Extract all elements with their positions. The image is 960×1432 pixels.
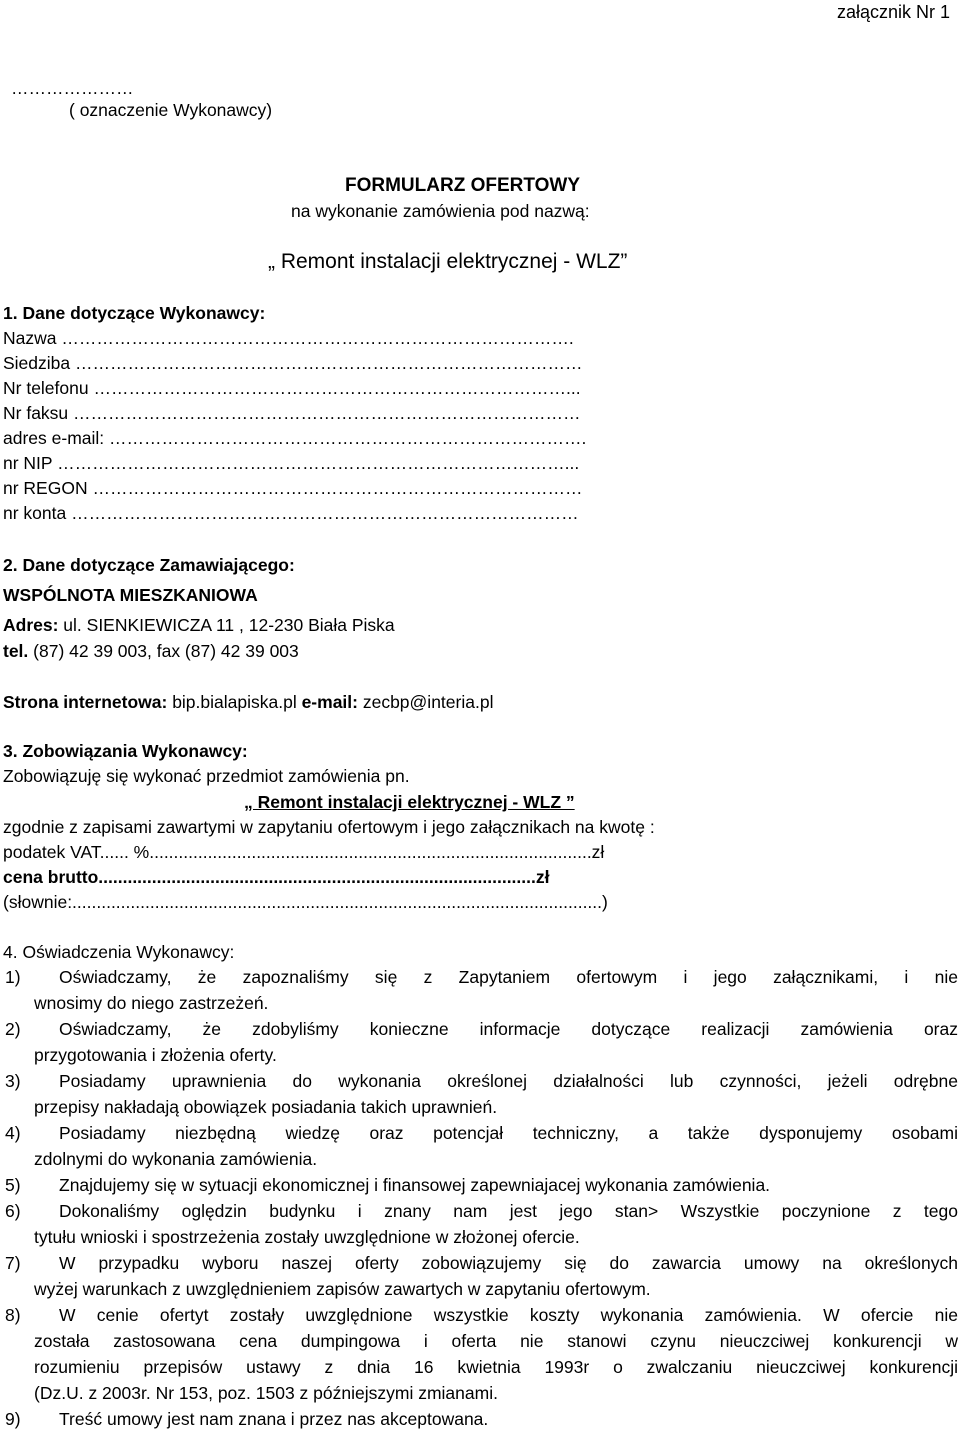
declaration-line: Treść umowy jest nam znana i przez nas akceptowana. <box>59 1409 489 1429</box>
contractor-label: ( oznaczenie Wykonawcy) <box>69 100 273 120</box>
declaration-line: wnosimy do niego zastrzeżeń. <box>34 993 269 1013</box>
tel-label: tel. <box>3 641 29 661</box>
email-value: zecbp@interia.pl <box>357 692 494 712</box>
obligation-terms: zgodnie z zapisami zawartymi w zapytaniu ofertowym i jego załącznikach na kwotę : <box>3 817 655 837</box>
declaration-number: 7) <box>5 1253 21 1273</box>
form-title: FORMULARZ OFERTOWY <box>345 175 581 196</box>
declaration-number: 2) <box>5 1019 21 1039</box>
section1-heading: 1. Dane dotyczące Wykonawcy: <box>3 303 266 323</box>
declaration-line: Znajdujemy się w sytuacji ekonomicznej i finansowej zapewniajacej wykonania zamówienia. <box>59 1175 771 1195</box>
declaration-line: (Dz.U. z 2003r. Nr 153, poz. 1503 z późniejszymi zmianami. <box>34 1383 498 1403</box>
attachment-label: załącznik Nr 1 <box>836 2 950 22</box>
field-nazwa: Nazwa ……………………………………………………………………………. <box>3 328 574 348</box>
declaration-text <box>34 1250 958 1302</box>
email-label: e-mail: <box>301 692 358 712</box>
field-nip: nr NIP ……………………………………………………………………………... <box>3 453 580 473</box>
declaration-line: przepisy nakładają obowiązek posiadania takich uprawnień. <box>34 1097 498 1117</box>
declaration-text <box>34 1016 958 1068</box>
declaration-line: została zastosowana cena dumpingowa i oferta nie stanowi czynu nieuczciwej konkurencji w <box>34 1331 958 1351</box>
tel-value: (87) 42 39 003, fax (87) 42 39 003 <box>28 641 299 661</box>
declaration-text <box>34 1068 958 1120</box>
declaration-number: 5) <box>5 1175 21 1195</box>
declaration-text <box>34 1302 958 1406</box>
orderer-phone <box>3 641 299 661</box>
declaration-item <box>5 1302 958 1406</box>
web-value: bip.bialapiska.pl <box>167 692 302 712</box>
field-konto: nr konta …………………………………………………………………………… <box>3 503 579 523</box>
declaration-line: Oświadczamy, że zdobyliśmy konieczne informacje dotyczące realizacji zamówienia oraz <box>59 1019 958 1039</box>
declaration-line: W przypadku wyboru naszej oferty zobowiązujemy się do zawarcia umowy na określonych <box>59 1253 958 1273</box>
field-telefon: Nr telefonu ………………………………………………………………………... <box>3 378 581 398</box>
field-faks: Nr faksu …………………………………………………………………………… <box>3 403 581 423</box>
gross-price-line: cena brutto..........................................................................................zł <box>3 867 550 887</box>
orderer-name: WSPÓLNOTA MIESZKANIOWA <box>3 585 258 605</box>
orderer-web <box>3 692 493 712</box>
declaration-text <box>34 1198 958 1250</box>
declaration-line: Dokonaliśmy oględzin budynku i znany nam jest jego stan> Wszystkie poczynione z tego <box>59 1201 958 1221</box>
declaration-item <box>5 1172 958 1198</box>
declaration-line: wyżej warunkach z uwzględnieniem zapisów zawartych w zapytaniu ofertowym. <box>34 1279 651 1299</box>
section2-heading: 2. Dane dotyczące Zamawiającego: <box>3 555 295 575</box>
form-subtitle: na wykonanie zamówienia pod nazwą: <box>291 201 590 221</box>
declaration-number: 1) <box>5 967 21 987</box>
declaration-item <box>5 964 958 1016</box>
declaration-item <box>5 1250 958 1302</box>
declaration-number: 9) <box>5 1409 21 1429</box>
price-in-words-line: (słownie:.............................................................................................................) <box>3 892 608 912</box>
section4-heading: 4. Oświadczenia Wykonawcy: <box>3 942 235 962</box>
declaration-number: 6) <box>5 1201 21 1221</box>
obligation-line: Zobowiązuję się wykonać przedmiot zamówienia pn. <box>3 766 410 786</box>
declaration-item <box>5 1016 958 1068</box>
declaration-number: 4) <box>5 1123 21 1143</box>
declaration-line: rozumieniu przepisów ustawy z dnia 16 kwietnia 1993r o zwalczaniu nieuczciwej konkurencji <box>34 1357 958 1377</box>
declaration-number: 8) <box>5 1305 21 1325</box>
declaration-line: Oświadczamy, że zapoznaliśmy się z Zapytaniem ofertowym i jego załącznikami, i nie <box>59 967 958 987</box>
declaration-line: W cenie ofertyt zostały uwzględnione wszystkie koszty wykonania zamówienia. W ofercie nie <box>59 1305 958 1325</box>
declaration-item <box>5 1120 958 1172</box>
declaration-item <box>5 1406 958 1432</box>
field-regon: nr REGON ………………………………………………………………………… <box>3 478 583 498</box>
declaration-item <box>5 1198 958 1250</box>
declaration-item <box>5 1068 958 1120</box>
declaration-text <box>59 1172 958 1198</box>
obligation-project-name <box>244 792 575 812</box>
project-name: „ Remont instalacji elektrycznej - WLZ” <box>268 250 628 273</box>
declaration-text <box>34 964 958 1016</box>
orderer-address <box>3 615 395 635</box>
declaration-text <box>34 1120 958 1172</box>
project-name-underlined: „ Remont instalacji elektrycznej - WLZ ” <box>244 792 575 812</box>
contractor-dots: ………………… <box>11 78 134 98</box>
field-email: adres e-mail: ………………………………………………………………………. <box>3 428 587 448</box>
field-siedziba: Siedziba …………………………………………………………………………… <box>3 353 583 373</box>
declaration-line: Posiadamy uprawnienia do wykonania określonej działalności lub czynności, jeżeli odrębne <box>59 1071 958 1091</box>
address-label: Adres: <box>3 615 59 635</box>
address-value: ul. SIENKIEWICZA 11 , 12-230 Biała Piska <box>58 615 395 635</box>
declaration-line: przygotowania i złożenia oferty. <box>34 1045 277 1065</box>
declaration-line: zdolnymi do wykonania zamówienia. <box>34 1149 318 1169</box>
declaration-line: tytułu wnioski i spostrzeżenia zostały uwzględnione w złożonej ofercie. <box>34 1227 580 1247</box>
declarations-list <box>5 964 958 1432</box>
declaration-text <box>59 1406 958 1432</box>
declaration-number: 3) <box>5 1071 21 1091</box>
vat-line: podatek VAT...... %...........................................................................................zł <box>3 842 605 862</box>
declaration-line: Posiadamy niezbędną wiedzę oraz potencjał techniczny, a także dysponujemy osobami <box>59 1123 958 1143</box>
section3-heading: 3. Zobowiązania Wykonawcy: <box>3 741 248 761</box>
web-label: Strona internetowa: <box>3 692 168 712</box>
